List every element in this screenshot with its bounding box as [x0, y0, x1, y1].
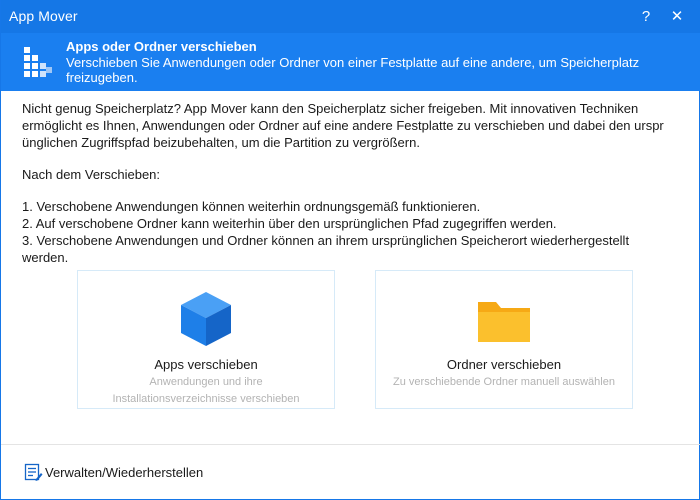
manage-restore-label: Verwalten/Wiederherstellen — [45, 464, 204, 480]
move-folders-card[interactable] — [375, 270, 633, 409]
close-button[interactable] — [664, 3, 690, 29]
header-title: Apps oder Ordner verschieben — [66, 39, 257, 54]
benefit-item: 1. Verschobene Anwendungen können weiterhin ordnungsgemäß funktionieren. — [22, 199, 481, 214]
header-description: Verschieben Sie Anwendungen oder Ordner von einer Festplatte auf eine andere, um Speicherplatz freizugeben. — [66, 55, 640, 85]
move-folders-title: Ordner verschieben — [446, 357, 562, 372]
intro-line: Nicht genug Speicherplatz? App Mover kann den Speicherplatz sicher freigeben. Mit innovativen Techniken — [22, 101, 639, 116]
intro-line: ermöglicht es Ihnen, Anwendungen oder Ordner auf eine andere Festplatte zu verschieben und dabei den urspr — [22, 118, 664, 133]
grid-blocks-icon — [24, 47, 52, 77]
benefit-item-continued: werden. — [22, 250, 69, 265]
move-apps-title: Apps verschieben — [154, 357, 258, 372]
folder-icon — [476, 298, 532, 344]
title-bar — [1, 0, 700, 33]
benefit-item: 2. Auf verschobene Ordner kann weiterhin über den ursprünglichen Pfad zugegriffen werden. — [22, 216, 557, 231]
intro-line: ünglichen Zugriffspfad beizubehalten, um die Partition zu vergrößern. — [22, 135, 420, 150]
cube-icon — [179, 290, 233, 348]
manage-list-icon — [23, 462, 43, 482]
help-icon: ? — [641, 7, 651, 25]
benefit-item: 3. Verschobene Anwendungen und Ordner können an ihrem ursprünglichen Speicherort wiederhergestellt — [22, 233, 630, 248]
header-banner — [1, 33, 700, 91]
manage-restore-link[interactable] — [23, 460, 203, 484]
move-apps-subtitle — [88, 374, 324, 408]
subtitle-line: Anwendungen und ihre — [149, 376, 263, 388]
window-title: App Mover — [9, 8, 78, 24]
move-folders-subtitle — [386, 374, 622, 391]
subtitle-line: Installationsverzeichnisse verschieben — [112, 393, 300, 405]
footer-divider — [1, 444, 700, 445]
move-apps-card[interactable] — [77, 270, 335, 409]
subtitle-line: Zu verschiebende Ordner manuell auswählen — [393, 376, 615, 388]
after-move-heading: Nach dem Verschieben: — [22, 167, 161, 182]
help-button[interactable] — [633, 3, 659, 29]
close-icon: ✕ — [670, 8, 684, 25]
description-section — [22, 100, 682, 266]
